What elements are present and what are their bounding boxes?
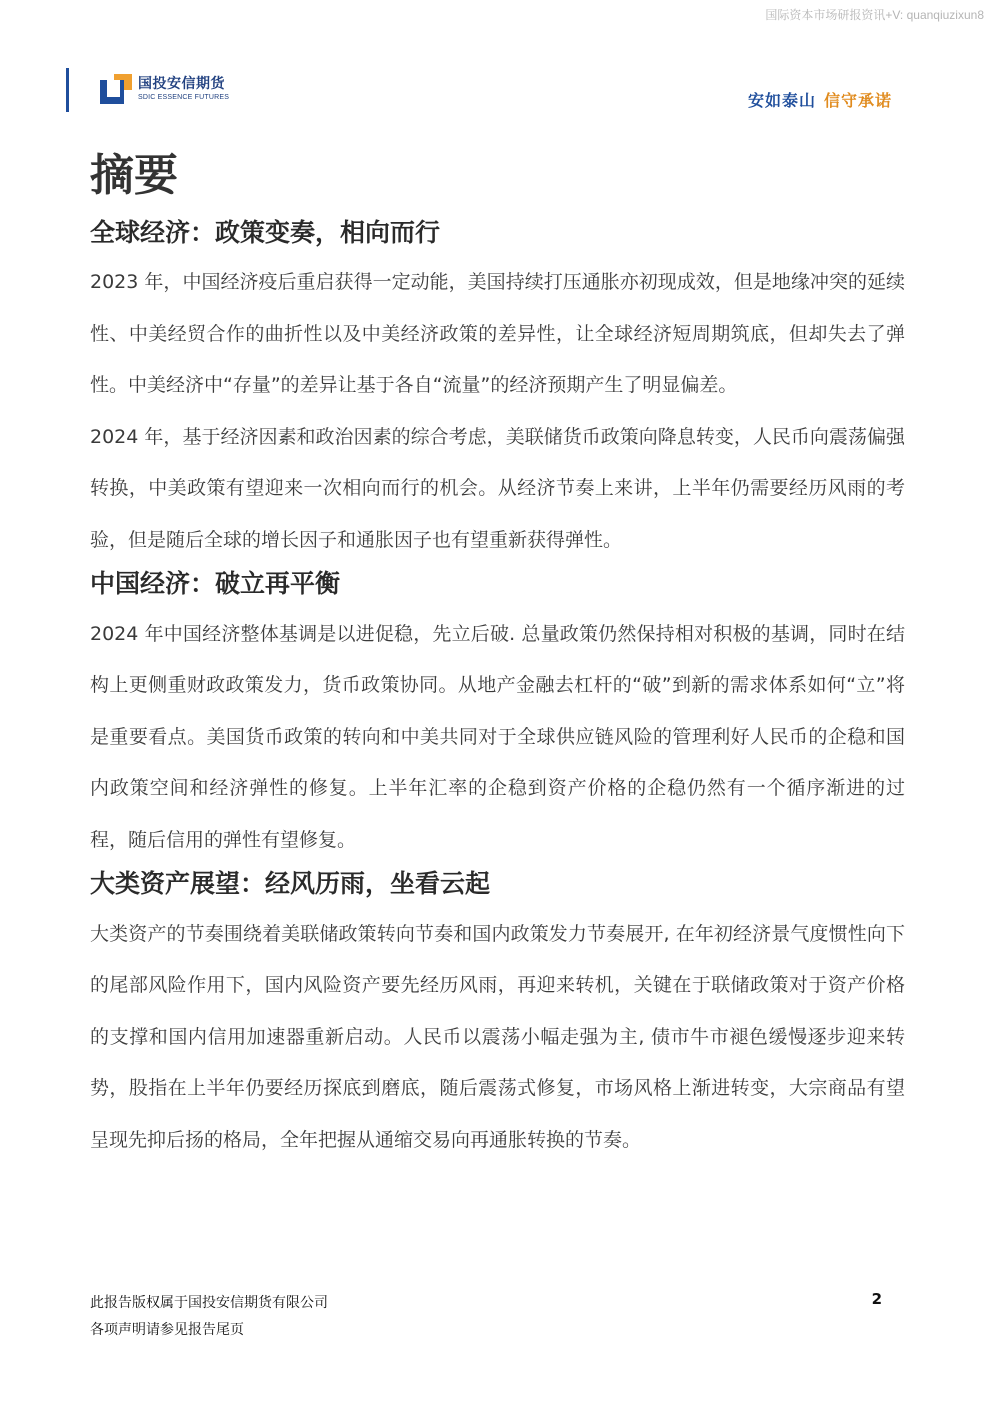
paragraph: 大类资产的节奏围绕着美联储政策转向节奏和国内政策发力节奏展开, 在年初经济景气度惯性向下的尾部风险作用下，国内风险资产要先经历风雨，再迎来转机，关键在于联储政策对于资产价格的支撑和国内信用加速器重新启动。人民币以震荡小幅走强为主, 债市牛市褪色缓慢逐步迎来转势，股指在上半年仍要经历探底到磨底，随后震荡式修复，市场风格上渐进转变，大宗商品有望呈现先抑后扬的格局，全年把握从通缩交易向再通胀转换的节奏。 (90, 922, 905, 1151)
watermark-text: 国际资本市场研报资讯+V: quanqiuzixun8 (765, 8, 984, 22)
paragraph: 2024 年中国经济整体基调是以进促稳，先立后破. 总量政策仍然保持相对积极的基调，同时在结构上更侧重财政政策发力，货币政策协同。从地产金融去杠杆的“破”到新的需求体系如何“立”将是重要看点。美国货币政策的转向和中美共同对于全球供应链风险的管理利好人民币的企稳和国内政策空间和经济弹性的修复。上半年汇率的企稳到资产价格的企稳仍然有一个循序渐进的过程，随后信用的弹性有望修复。 (90, 622, 905, 851)
section-heading-global-economy: 全球经济：政策变奏，相向而行 (90, 217, 441, 247)
footer-disclaimer: 各项声明请参见报告尾页 (90, 1322, 244, 1338)
paragraph: 2024 年，基于经济因素和政治因素的综合考虑，美联储货币政策向降息转变，人民币向震荡偏强转换，中美政策有望迎来一次相向而行的机会。从经济节奏上来讲，上半年仍需要经历风雨的考验，但是随后全球的增长因子和通胀因子也有望重新获得弹性。 (90, 425, 905, 551)
paragraph: 2023 年，中国经济疫后重启获得一定动能，美国持续打压通胀亦初现成效，但是地缘冲突的延续性、中美经贸合作的曲折性以及中美经济政策的差异性，让全球经济短周期筑底，但却失去了弹性。中美经济中“存量”的差异让基于各自“流量”的经济预期产生了明显偏差。 (90, 271, 905, 397)
page-footer (90, 1290, 882, 1344)
main-content (90, 150, 905, 1166)
section-heading-asset-outlook: 大类资产展望：经风历雨，坐看云起 (90, 869, 491, 899)
logo-mark-icon (100, 74, 134, 104)
page-title: 摘要 (90, 150, 178, 201)
logo-chinese-name: 国投安信期货 (138, 76, 225, 92)
company-slogan (748, 88, 892, 111)
logo-english-name: SDIC ESSENCE FUTURES (138, 94, 230, 101)
slogan-part-2: 信守承诺 (823, 91, 892, 110)
page-number: 2 (871, 1290, 882, 1308)
header-accent-bar (66, 68, 69, 112)
footer-copyright: 此报告版权属于国投安信期货有限公司 (90, 1295, 328, 1311)
slogan-part-1: 安如泰山 (747, 91, 816, 110)
company-logo (100, 74, 229, 104)
section-heading-china-economy: 中国经济：破立再平衡 (90, 569, 341, 599)
